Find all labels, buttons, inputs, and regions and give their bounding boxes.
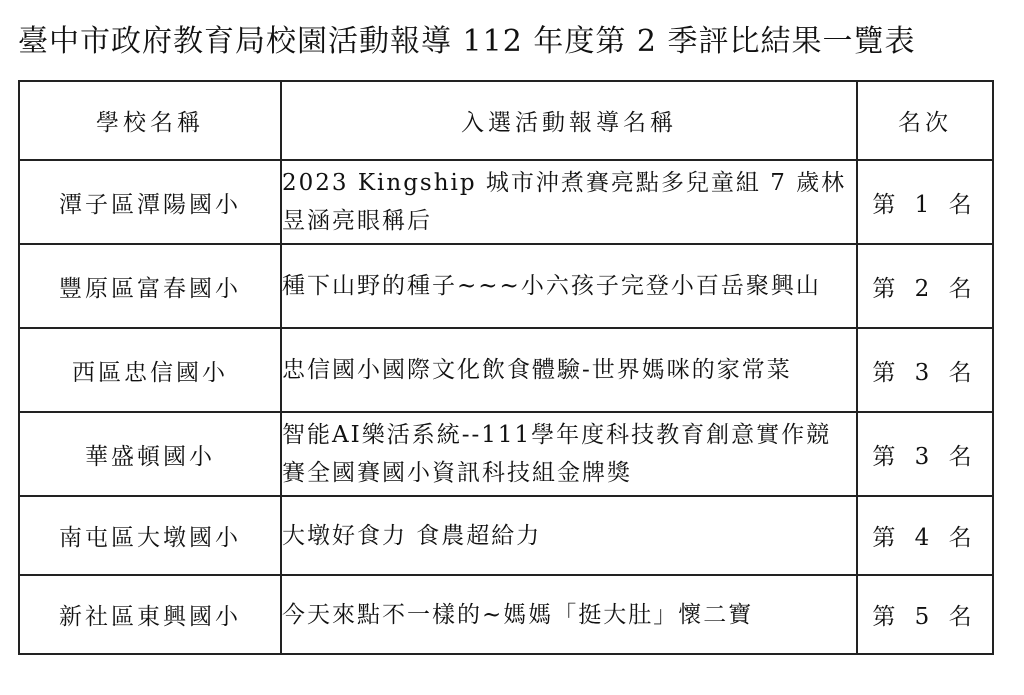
school-name-cell: 潭子區潭陽國小 <box>19 160 281 244</box>
rank-cell: 第 3 名 <box>857 328 993 412</box>
report-title-cell: 智能AI樂活系統--111學年度科技教育創意實作競賽全國賽國小資訊科技組金牌獎 <box>281 412 857 496</box>
header-school-name: 學校名稱 <box>19 81 281 160</box>
header-report-title: 入選活動報導名稱 <box>281 81 857 160</box>
school-name-cell: 新社區東興國小 <box>19 575 281 654</box>
report-title-cell: 忠信國小國際文化飲食體驗-世界媽咪的家常菜 <box>281 328 857 412</box>
school-name-cell: 豐原區富春國小 <box>19 244 281 328</box>
document-title: 臺中市政府教育局校園活動報導 112 年度第 2 季評比結果一覽表 <box>18 24 916 59</box>
report-title-cell: 2023 Kingship 城市沖煮賽亮點多兒童組 7 歲林昱涵亮眼稱后 <box>281 160 857 244</box>
table-row <box>19 160 993 244</box>
rank-cell: 第 2 名 <box>857 244 993 328</box>
table-row <box>19 496 993 575</box>
report-title-cell: 種下山野的種子~~~小六孩子完登小百岳聚興山 <box>281 244 857 328</box>
rank-cell: 第 4 名 <box>857 496 993 575</box>
rank-cell: 第 5 名 <box>857 575 993 654</box>
table-row <box>19 575 993 654</box>
table-row <box>19 412 993 496</box>
report-title-cell: 今天來點不一樣的~媽媽「挺大肚」懷二寶 <box>281 575 857 654</box>
rank-cell: 第 3 名 <box>857 412 993 496</box>
table-header-row <box>19 81 993 160</box>
school-name-cell: 華盛頓國小 <box>19 412 281 496</box>
table-row <box>19 244 993 328</box>
school-name-cell: 南屯區大墩國小 <box>19 496 281 575</box>
table-row <box>19 328 993 412</box>
rank-cell: 第 1 名 <box>857 160 993 244</box>
header-rank: 名次 <box>857 81 993 160</box>
school-name-cell: 西區忠信國小 <box>19 328 281 412</box>
results-table <box>18 80 994 655</box>
report-title-cell: 大墩好食力 食農超給力 <box>281 496 857 575</box>
